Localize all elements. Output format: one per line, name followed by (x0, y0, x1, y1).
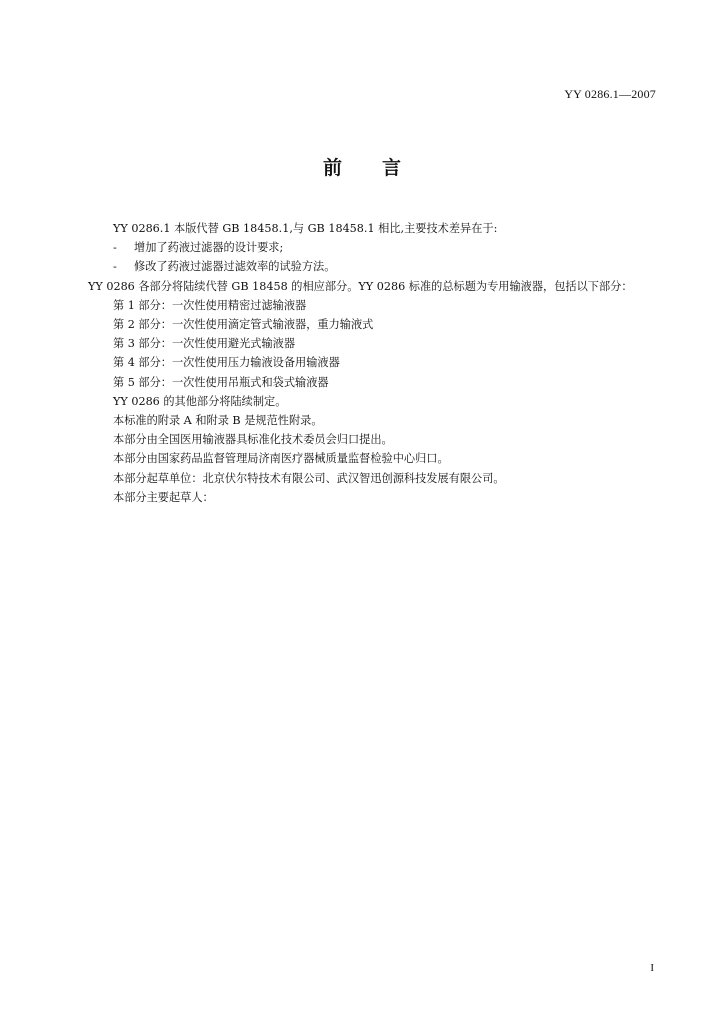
document-body (88, 219, 658, 507)
list-marker: - (113, 241, 117, 255)
change-item (88, 238, 658, 257)
note-line: 本部分由国家药品监督管理局济南医疗器械质量监督检验中心归口。 (113, 452, 449, 466)
document-code: YY 0286.1—2007 (564, 87, 656, 101)
part-item: 第 2 部分：一次性使用滴定管式输液器，重力输液式 (113, 318, 374, 332)
note-line: YY 0286 的其他部分将陆续制定。 (113, 394, 287, 408)
note-line: 本标准的附录 A 和附录 B 是规范性附录。 (113, 414, 323, 428)
part-item: 第 1 部分：一次性使用精密过滤输液器 (113, 298, 307, 312)
part-item: 第 5 部分：一次性使用吊瓶式和袋式输液器 (113, 375, 329, 389)
change-item (88, 257, 658, 276)
part-item: 第 3 部分：一次性使用避光式输液器 (113, 337, 296, 351)
change-text: 修改了药液过滤器过滤效率的试验方法。 (134, 260, 336, 274)
series-intro-paragraph: YY 0286 各部分将陆续代替 GB 18458 的相应部分。YY 0286 标准的总标题为专用输液器，包括以下部分： (88, 279, 633, 293)
change-text: 增加了药液过滤器的设计要求; (134, 241, 284, 255)
note-line: 本部分由全国医用输液器具标准化技术委员会归口提出。 (113, 433, 393, 447)
note-line: 本部分起草单位：北京伏尔特技术有限公司、武汉智迅创源科技发展有限公司。 (113, 471, 505, 485)
page-title: 前言 (322, 157, 441, 179)
page-number: I (650, 962, 654, 974)
part-item: 第 4 部分：一次性使用压力输液设备用输液器 (113, 356, 340, 370)
note-line: 本部分主要起草人： (113, 490, 214, 504)
intro-paragraph: YY 0286.1 本版代替 GB 18458.1,与 GB 18458.1 相比,主要技术差异在于: (113, 222, 498, 235)
list-marker: - (113, 260, 117, 274)
